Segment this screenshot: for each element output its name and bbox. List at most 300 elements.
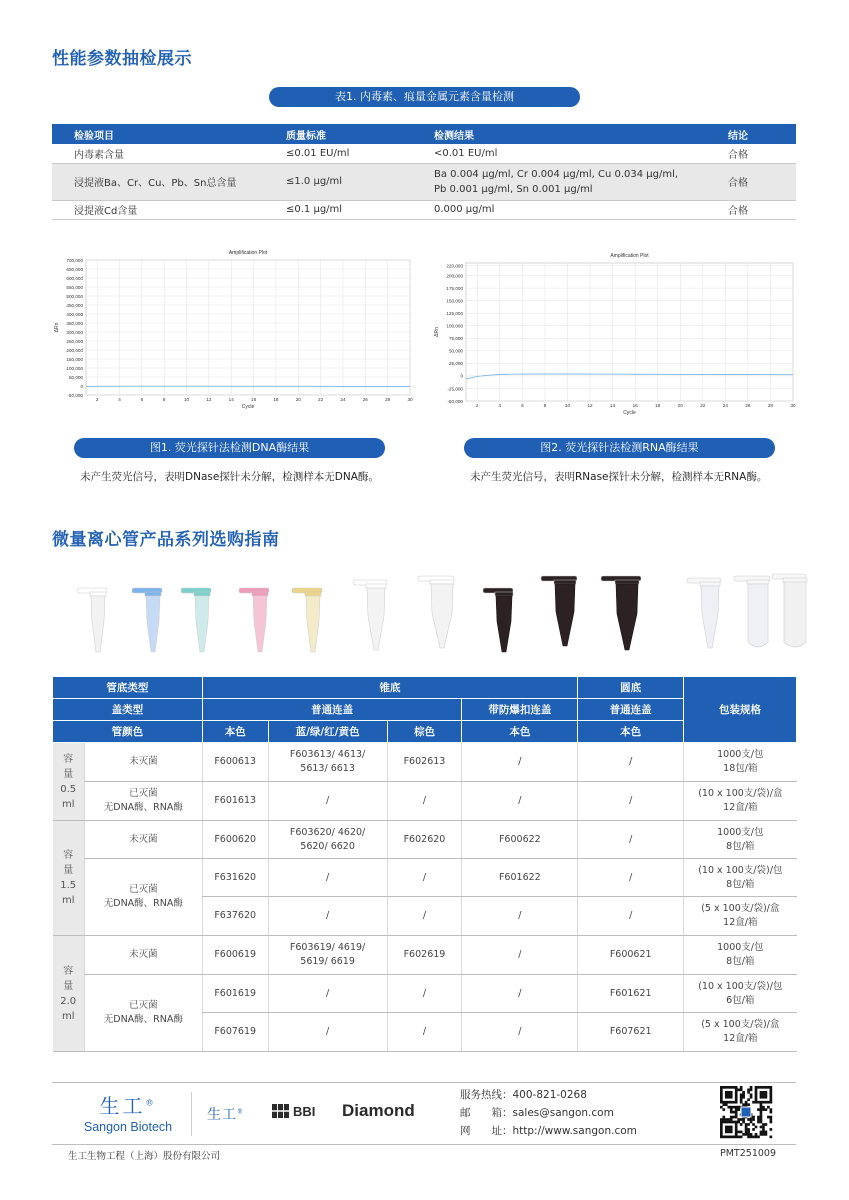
qr-module	[720, 1086, 723, 1089]
qr-module	[735, 1091, 738, 1094]
qr-module	[722, 1118, 725, 1121]
cell-brown: /	[387, 859, 462, 897]
tube-body	[616, 584, 638, 650]
qr-module	[745, 1128, 748, 1131]
figure2-caption: 图2. 荧光探针法检测RNA酶结果	[464, 438, 775, 458]
qr-module	[762, 1126, 765, 1129]
cell-round: /	[578, 782, 684, 821]
qr-module	[760, 1133, 763, 1136]
qr-module	[740, 1118, 743, 1121]
qr-module	[737, 1088, 740, 1091]
qr-module	[770, 1108, 773, 1111]
qr-module	[722, 1108, 725, 1111]
qr-module	[725, 1103, 728, 1106]
header-conclusion: 结论	[712, 124, 796, 144]
qr-module	[727, 1126, 730, 1129]
bbi-logo	[272, 1103, 315, 1119]
qr-module	[727, 1136, 730, 1139]
qr-module	[750, 1096, 753, 1099]
cell-packing: (5 x 100支/袋)/盒 12盒/箱	[684, 897, 797, 936]
qr-module	[735, 1123, 738, 1126]
tube-rim	[615, 580, 639, 584]
qr-module	[765, 1131, 768, 1134]
volume-0.5ml: 容 量 0.5 ml	[53, 743, 85, 821]
qr-module	[730, 1128, 733, 1131]
qr-module	[725, 1086, 728, 1089]
volume-1.5ml: 容 量 1.5 ml	[53, 821, 85, 936]
x-tick-label: 4	[118, 397, 121, 402]
y-tick-label: 250,000	[66, 338, 83, 344]
y-tick-label: 700,000	[66, 257, 83, 263]
cell-packing: (5 x 100支/袋)/盒 12盒/箱	[684, 1013, 797, 1052]
qr-module	[760, 1101, 763, 1104]
x-tick-label: 26	[745, 403, 751, 408]
y-tick-label: 550,000	[66, 284, 83, 290]
qr-module	[762, 1101, 765, 1104]
x-tick-label: 28	[767, 403, 774, 408]
tube-body	[701, 586, 719, 648]
qr-module	[720, 1131, 723, 1134]
qr-module	[727, 1096, 730, 1099]
bbi-text: BBI	[293, 1103, 316, 1119]
table-row	[53, 936, 797, 975]
header-round: 圆底	[578, 677, 684, 699]
qr-module	[732, 1136, 735, 1139]
footer-divider-bottom	[52, 1144, 796, 1145]
y-tick-label: 50,000	[448, 348, 463, 354]
qr-module	[747, 1118, 750, 1121]
x-tick-label: 6	[521, 403, 524, 408]
cell-result: 0.000 μg/ml	[418, 200, 712, 219]
qr-module	[740, 1093, 743, 1096]
qr-module	[727, 1093, 730, 1096]
x-axis-label: Cycle	[241, 404, 255, 410]
x-tick-label: 30	[407, 397, 413, 402]
document-code: PMT251009	[720, 1148, 776, 1159]
logo-cn-text: 生工	[99, 1094, 146, 1118]
qr-module	[757, 1121, 760, 1124]
sterile-label: 已灭菌 无DNA酶、RNA酶	[84, 859, 202, 936]
qr-module	[760, 1091, 763, 1094]
dna-amplification-plot	[52, 244, 412, 416]
tube-3	[181, 588, 211, 652]
qr-module	[725, 1128, 728, 1131]
tube-body	[146, 596, 160, 652]
cell-standard: ≤1.0 μg/ml	[268, 163, 418, 200]
qr-module	[737, 1131, 740, 1134]
volume-2.0ml: 容 量 2.0 ml	[53, 936, 85, 1052]
qr-module	[725, 1136, 728, 1139]
y-tick-label: 75,000	[448, 336, 463, 342]
qr-module	[757, 1086, 760, 1089]
qr-module	[732, 1101, 735, 1104]
qr-module	[740, 1136, 743, 1139]
sangon-small-logo: 生工®	[207, 1107, 244, 1123]
qr-module	[750, 1133, 753, 1136]
tube-rim	[366, 584, 386, 588]
qr-module	[727, 1128, 730, 1131]
x-axis-label: Cycle	[623, 410, 636, 416]
qr-module	[755, 1136, 758, 1139]
qr-module	[735, 1136, 738, 1139]
tube-9	[541, 576, 577, 646]
cell-natural: F600613	[202, 743, 268, 782]
qr-module	[745, 1123, 748, 1126]
cell-round: F600621	[578, 936, 684, 975]
tube-12	[734, 576, 770, 647]
tube-body	[195, 596, 209, 652]
qr-module	[720, 1088, 723, 1091]
y-tick-label: -50,000	[67, 392, 83, 398]
plot-title: Amplification Plot	[610, 253, 649, 259]
y-tick-label: 175,000	[446, 285, 463, 291]
qr-module	[760, 1111, 763, 1114]
qr-module	[762, 1133, 765, 1136]
qr-module	[755, 1091, 758, 1094]
qr-module	[760, 1103, 763, 1106]
qr-module	[730, 1116, 733, 1119]
x-tick-label: 4	[498, 403, 502, 408]
qr-module	[762, 1091, 765, 1094]
table-row	[53, 821, 797, 859]
qr-module	[752, 1116, 755, 1119]
qr-module	[760, 1096, 763, 1099]
header-result: 检测结果	[418, 124, 712, 144]
qr-module	[740, 1101, 743, 1104]
x-tick-label: 10	[183, 397, 190, 402]
y-axis-label: ΔRn	[434, 327, 440, 337]
cell-item: 内毒素含量	[52, 144, 268, 163]
qr-code	[720, 1086, 772, 1138]
cell-brown: /	[387, 897, 462, 936]
qr-module	[737, 1118, 740, 1121]
qr-module	[765, 1091, 768, 1094]
qr-module	[755, 1133, 758, 1136]
x-tick-label: 16	[632, 403, 638, 408]
qr-module	[760, 1106, 763, 1109]
cell-lock: /	[462, 1013, 578, 1052]
cell-result-line1: Ba 0.004 μg/ml, Cr 0.004 μg/ml, Cu 0.034 μg/ml,	[434, 168, 679, 180]
tube-body	[748, 584, 768, 647]
qr-module	[722, 1103, 725, 1106]
qr-module	[760, 1121, 763, 1124]
tube-11	[687, 578, 721, 648]
tube-1	[77, 588, 107, 652]
qr-module	[740, 1098, 743, 1101]
qr-module	[770, 1086, 773, 1089]
cell-colors: F603620/ 4620/ 5620/ 6620	[268, 821, 387, 859]
qr-module	[765, 1123, 768, 1126]
qr-module	[762, 1086, 765, 1089]
qr-module	[740, 1086, 743, 1089]
tube-5	[292, 588, 322, 652]
x-tick-label: 8	[162, 397, 166, 402]
header-natural: 本色	[202, 721, 268, 743]
qr-module	[722, 1136, 725, 1139]
qr-module	[742, 1121, 745, 1124]
qr-module	[720, 1106, 723, 1109]
tube-body	[431, 584, 453, 648]
logo-en-text: Sangon Biotech	[83, 1120, 173, 1134]
qr-module	[762, 1093, 765, 1096]
figure2-note: 未产生荧光信号，表明RNase探针未分解，检测样本无RNA酶。	[470, 471, 768, 483]
qr-module	[765, 1101, 768, 1104]
qr-module	[762, 1128, 765, 1131]
qr-module	[765, 1096, 768, 1099]
header-test-item: 检验项目	[52, 124, 268, 144]
qr-module	[745, 1131, 748, 1134]
cell-lock: /	[462, 782, 578, 821]
tube-13	[772, 574, 807, 647]
qr-module	[750, 1086, 753, 1089]
email-row: 邮 箱：sales@sangon.com	[460, 1107, 614, 1119]
cell-standard: ≤0.1 μg/ml	[268, 200, 418, 219]
x-tick-label: 6	[140, 397, 144, 402]
y-tick-label: 150,000	[66, 356, 83, 362]
tube-rim	[430, 580, 454, 584]
bbi-mark-icon	[272, 1103, 290, 1119]
qr-module	[725, 1126, 728, 1129]
qr-logo-icon	[741, 1107, 751, 1117]
qr-module	[747, 1103, 750, 1106]
hotline-number[interactable]: 400-821-0268	[512, 1089, 587, 1101]
qr-module	[732, 1086, 735, 1089]
hotline-row: 服务热线：400-821-0268	[460, 1089, 587, 1101]
cell-round: /	[578, 743, 684, 782]
qr-module	[742, 1096, 745, 1099]
x-tick-label: 12	[587, 403, 593, 408]
section-title-selection-guide: 微量离心管产品系列选购指南	[52, 530, 280, 550]
tube-rim	[305, 592, 321, 596]
tube-body	[367, 588, 385, 650]
cell-brown: /	[387, 975, 462, 1013]
tube-rim	[252, 592, 268, 596]
qr-module	[757, 1118, 760, 1121]
header-lock-cap: 带防爆扣连盖	[462, 699, 578, 721]
cell-colors: /	[268, 782, 387, 821]
qr-module	[735, 1128, 738, 1131]
qr-module	[735, 1121, 738, 1124]
qr-module	[720, 1093, 723, 1096]
qr-module	[742, 1118, 745, 1121]
qr-module	[727, 1121, 730, 1124]
qr-module	[735, 1101, 738, 1104]
table-row	[53, 859, 797, 897]
website-link[interactable]: http://www.sangon.com	[512, 1125, 637, 1137]
qr-module	[757, 1116, 760, 1119]
cell-item: 浸提液Ba、Cr、Cu、Pb、Sn总含量	[52, 163, 268, 200]
header-bottom-type: 管底类型	[53, 677, 203, 699]
qr-module	[732, 1121, 735, 1124]
qr-module	[767, 1116, 770, 1119]
qr-module	[767, 1086, 770, 1089]
header-natural-round: 本色	[578, 721, 684, 743]
qr-module	[735, 1108, 738, 1111]
qr-module	[735, 1116, 738, 1119]
qr-module	[762, 1096, 765, 1099]
qr-module	[735, 1126, 738, 1129]
diamond-logo: Diamond	[342, 1101, 415, 1120]
y-tick-label: 125,000	[446, 310, 463, 316]
qr-module	[755, 1098, 758, 1101]
x-tick-label: 2	[95, 397, 99, 402]
cell-brown: /	[387, 782, 462, 821]
qr-module	[770, 1118, 773, 1121]
logo-reg-mark: ®	[145, 1098, 157, 1108]
cell-natural: F600620	[202, 821, 268, 859]
rna-plot-svg	[428, 246, 800, 418]
qr-module	[730, 1136, 733, 1139]
y-tick-label: 600,000	[66, 275, 83, 281]
company-name: 生工生物工程（上海）股份有限公司	[68, 1151, 221, 1162]
qr-module	[750, 1136, 753, 1139]
qr-module	[760, 1131, 763, 1134]
tube-rim	[90, 592, 106, 596]
x-tick-label: 18	[655, 403, 661, 408]
qr-module	[765, 1093, 768, 1096]
tube-rim	[194, 592, 210, 596]
tube-rim	[554, 580, 576, 584]
qr-module	[755, 1093, 758, 1096]
y-tick-label: 25,000	[448, 361, 463, 367]
cell-lock: /	[462, 743, 578, 782]
qr-module	[720, 1123, 723, 1126]
qr-module	[727, 1101, 730, 1104]
qr-module	[747, 1128, 750, 1131]
qr-module	[740, 1123, 743, 1126]
contact-info	[460, 1086, 637, 1140]
qr-module	[722, 1121, 725, 1124]
x-tick-label: 20	[295, 397, 301, 402]
qr-module	[727, 1131, 730, 1134]
email-link[interactable]: sales@sangon.com	[512, 1107, 614, 1119]
y-axis-label: ΔRn	[54, 322, 60, 333]
y-tick-label: 450,000	[66, 302, 83, 308]
x-tick-label: 26	[362, 397, 368, 402]
cell-natural: F601619	[202, 975, 268, 1013]
y-tick-label: 350,000	[66, 320, 83, 326]
cell-natural: F637620	[202, 897, 268, 936]
figure1-caption: 图1. 荧光探针法检测DNA酶结果	[74, 438, 385, 458]
sterile-label: 已灭菌 无DNA酶、RNA酶	[84, 782, 202, 821]
cell-colors: /	[268, 975, 387, 1013]
qr-module	[765, 1108, 768, 1111]
cell-natural: F600619	[202, 936, 268, 975]
cell-brown: F602613	[387, 743, 462, 782]
cell-conclusion: 合格	[712, 163, 796, 200]
qr-module	[735, 1106, 738, 1109]
tube-body	[91, 596, 105, 652]
qr-module	[735, 1086, 738, 1089]
qr-module	[740, 1096, 743, 1099]
footer-divider-top	[52, 1082, 796, 1083]
cell-conclusion: 合格	[712, 200, 796, 219]
tube-4	[239, 588, 269, 652]
table1-caption: 表1. 内毒素、痕量金属元素含量检测	[269, 87, 580, 107]
y-tick-label: 100,000	[446, 323, 463, 329]
x-tick-label: 14	[228, 397, 234, 402]
dna-plot-svg	[52, 244, 412, 416]
qr-module	[735, 1088, 738, 1091]
qr-module	[760, 1113, 763, 1116]
qr-module	[755, 1088, 758, 1091]
x-tick-label: 14	[610, 403, 616, 408]
qr-module	[720, 1098, 723, 1101]
y-tick-label: 650,000	[66, 266, 83, 272]
table-row	[52, 144, 796, 163]
qr-module	[770, 1091, 773, 1094]
qr-module	[757, 1136, 760, 1139]
qr-module	[737, 1136, 740, 1139]
x-tick-label: 2	[475, 403, 479, 408]
non-sterile-label: 未灭菌	[84, 821, 202, 859]
qr-module	[725, 1131, 728, 1134]
qr-module	[735, 1111, 738, 1114]
y-tick-label: 220,000	[446, 263, 463, 269]
quality-test-table	[52, 124, 796, 220]
tube-6	[353, 580, 387, 650]
table-row	[52, 200, 796, 219]
qr-module	[730, 1101, 733, 1104]
cell-lock: /	[462, 936, 578, 975]
qr-module	[745, 1101, 748, 1104]
qr-module	[762, 1123, 765, 1126]
y-tick-label: 0	[460, 373, 463, 379]
tube-2	[132, 588, 162, 652]
cell-round: /	[578, 859, 684, 897]
tube-body	[496, 596, 512, 652]
cell-packing: 1000支/包 8包/箱	[684, 821, 797, 859]
qr-module	[730, 1108, 733, 1111]
tube-7	[418, 576, 454, 648]
qr-module	[742, 1103, 745, 1106]
cell-round: /	[578, 821, 684, 859]
tube-rim	[783, 578, 807, 582]
qr-module	[750, 1118, 753, 1121]
qr-module	[737, 1108, 740, 1111]
x-tick-label: 24	[340, 397, 346, 402]
tube-images	[52, 566, 796, 662]
header-normal-cap: 普通连盖	[202, 699, 462, 721]
website-row: 网 址：http://www.sangon.com	[460, 1125, 637, 1137]
non-sterile-label: 未灭菌	[84, 936, 202, 975]
qr-module	[747, 1133, 750, 1136]
qr-module	[725, 1118, 728, 1121]
cell-brown: F602619	[387, 936, 462, 975]
cell-result-line2: Pb 0.001 μg/ml, Sn 0.001 μg/ml	[434, 183, 593, 195]
qr-module	[762, 1108, 765, 1111]
y-tick-label: 100,000	[66, 365, 83, 371]
header-cap-type: 盖类型	[53, 699, 203, 721]
qr-module	[730, 1131, 733, 1134]
qr-module	[732, 1106, 735, 1109]
qr-module	[727, 1106, 730, 1109]
qr-module	[737, 1121, 740, 1124]
figure1-note: 未产生荧光信号，表明DNase探针未分解，检测样本无DNA酶。	[80, 471, 379, 483]
cell-round: F601621	[578, 975, 684, 1013]
cell-packing: (10 x 100支/袋)/包 6包/箱	[684, 975, 797, 1013]
qr-module	[752, 1101, 755, 1104]
qr-module	[720, 1101, 723, 1104]
y-tick-label: -50,000	[447, 398, 463, 404]
qr-module	[760, 1118, 763, 1121]
y-tick-label: 0	[80, 383, 83, 389]
tube-body	[555, 584, 575, 646]
header-tube-color: 管颜色	[53, 721, 203, 743]
qr-module	[720, 1136, 723, 1139]
y-tick-label: 500,000	[66, 293, 83, 299]
plot-title: Amplification Plot	[228, 250, 268, 256]
